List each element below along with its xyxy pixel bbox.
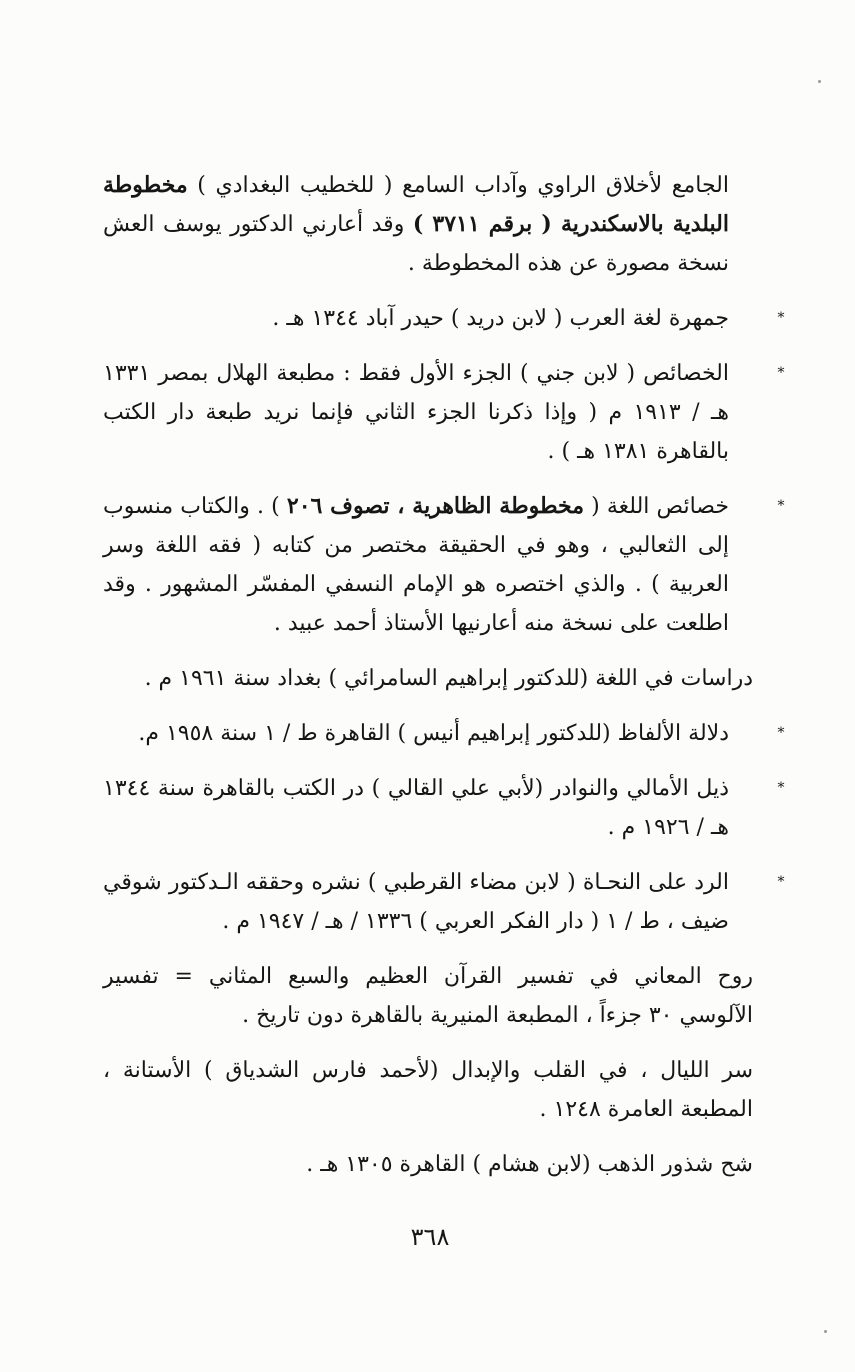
- bibliography-entry: [103, 487, 785, 643]
- bibliography-entry: [103, 354, 785, 471]
- entry-text: ) . والكتاب منسوب إلى الثعالبي ، وهو في الحقيقة مختصر من كتابه ( فقه اللغة وسر العربية ) . والذي اختصره هو الإمام النسفي المفسّر المشهور . وقد اطلعت على نسخة منه أعارنيها الأستاذ أحمد عبيد .: [103, 494, 729, 636]
- entry-text: شح شذور الذهب (لابن هشام ) القاهرة ١٣٠٥ هـ .: [306, 1152, 753, 1177]
- entry-text: دراسات في اللغة (للدكتور إبراهيم السامرائي ) بغداد سنة ١٩٦١ م .: [144, 666, 753, 691]
- bibliography-entry: [103, 659, 753, 698]
- page-number: ٣٦٨: [410, 1223, 450, 1251]
- bibliography-list: [103, 166, 785, 1200]
- bullet-marker: *: [777, 874, 785, 890]
- bibliography-entry: [103, 714, 785, 753]
- bibliography-entry: [103, 166, 753, 283]
- bibliography-entry: [103, 769, 785, 847]
- margin-mark: [818, 80, 821, 83]
- bibliography-entry: [103, 957, 753, 1035]
- entry-text: الرد على النحـاة ( لابن مضاء القرطبي ) نشره وحققه الـدكتور شوقي ضيف ، ط / ١ ( دار الفكر العربي ) ١٣٣٦ / هـ / ١٩٤٧ م .: [103, 870, 729, 934]
- bibliography-entry: [103, 863, 785, 941]
- bibliography-entry: [103, 299, 785, 338]
- entry-bold-text: مخطوطة الظاهرية ، تصوف ٢٠٦: [286, 493, 585, 519]
- bullet-marker: *: [777, 725, 785, 741]
- entry-text: سر الليال ، في القلب والإبدال (لأحمد فارس الشدياق ) الأستانة ، المطبعة العامرة ١٢٤٨ .: [103, 1058, 753, 1122]
- entry-text: وقد أعارني الدكتور يوسف العش نسخة مصورة عن هذه المخطوطة .: [103, 212, 729, 276]
- entry-bold-text: مخطوطة البلدية بالاسكندرية ( برقم ٣٧١١ ): [103, 172, 729, 237]
- entry-text: جمهرة لغة العرب ( لابن دريد ) حيدر آباد ١٣٤٤ هـ .: [272, 306, 729, 331]
- bibliography-entry: [103, 1145, 753, 1184]
- bullet-marker: *: [777, 498, 785, 514]
- entry-text: روح المعاني في تفسير القرآن العظيم والسبع المثاني = تفسير الآلوسي ٣٠ جزءاً ، المطبعة المنيرية بالقاهرة دون تاريخ .: [103, 964, 753, 1028]
- entry-text: ذيل الأمالي والنوادر (لأبي علي القالي ) در الكتب بالقاهرة سنة ١٣٤٤ هـ / ١٩٢٦ م .: [103, 776, 729, 840]
- entry-text: دلالة الألفاظ (للدكتور إبراهيم أنيس ) القاهرة ط / ١ سنة ١٩٥٨ م.: [138, 721, 729, 746]
- bibliography-entry: [103, 1051, 753, 1129]
- bullet-marker: *: [777, 365, 785, 381]
- entry-text: الجامع لأخلاق الراوي وآداب السامع ( للخطيب البغدادي ): [187, 173, 729, 198]
- entry-text: الخصائص ( لابن جني ) الجزء الأول فقط : مطبعة الهلال بمصر ١٣٣١ هـ / ١٩١٣ م ( وإذا ذكرنا الجزء الثاني فإنما نريد طبعة دار الكتب بالقاهرة ١٣٨١ هـ ) .: [103, 361, 729, 464]
- entry-text: خصائص اللغة (: [584, 494, 729, 519]
- bullet-marker: *: [777, 780, 785, 796]
- margin-mark: [824, 1330, 827, 1333]
- bullet-marker: *: [777, 310, 785, 326]
